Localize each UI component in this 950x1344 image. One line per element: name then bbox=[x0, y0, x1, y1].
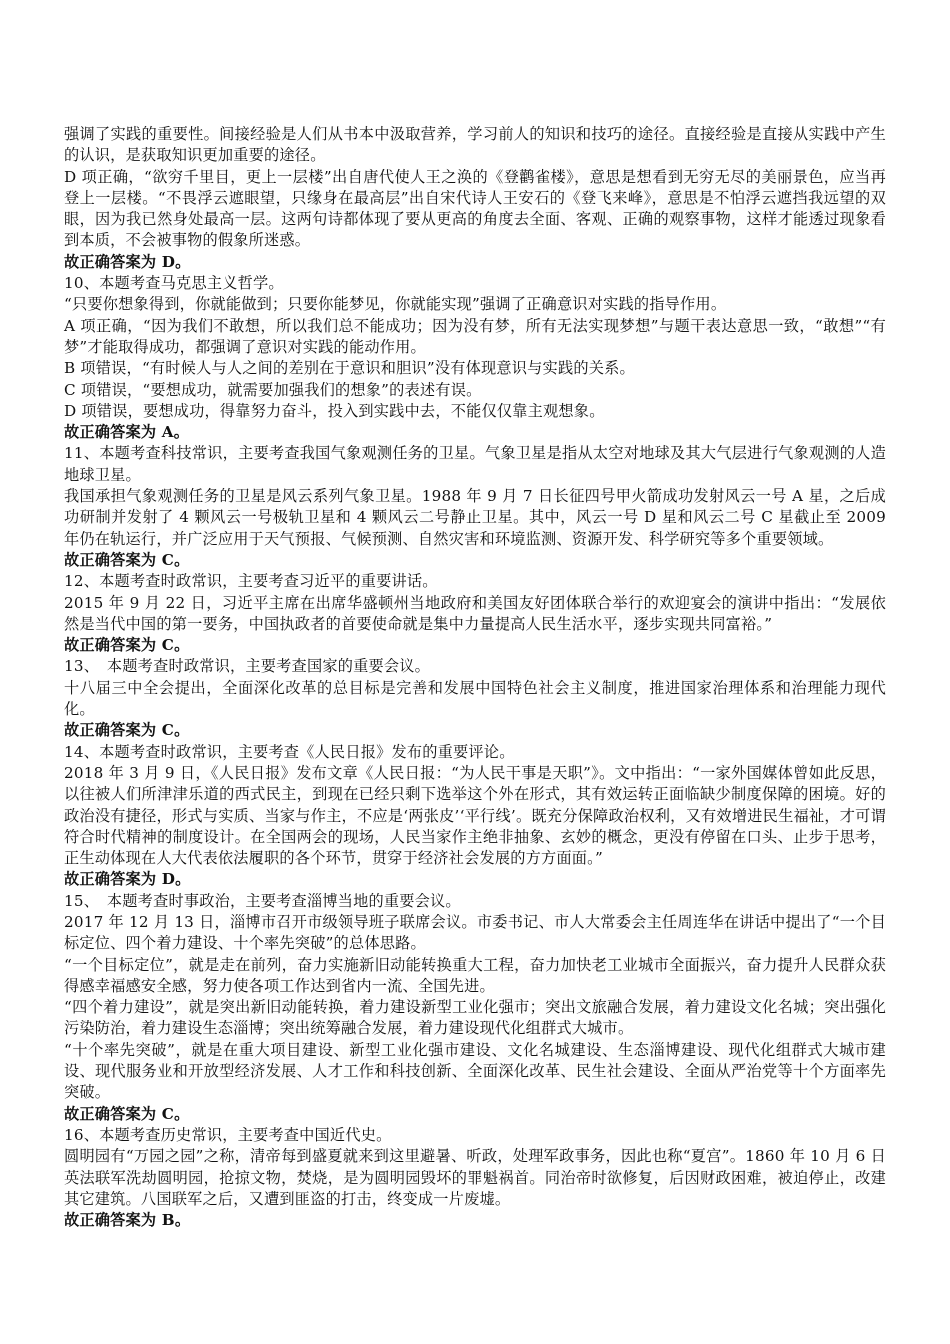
answer-line: 故正确答案为 C。 bbox=[64, 550, 190, 569]
question-title: 13、 本题考查时政常识，主要考查国家的重要会议。 bbox=[64, 657, 431, 676]
paragraph: 我国承担气象观测任务的卫星是风云系列气象卫星。1988 年 9 月 7 日长征四号甲火箭成功发射风云一号 A 星，之后成功研制并发射了 4 颗风云一号极轨卫星和 4 颗风云二号静止卫星。其中，风云一号 D 星和风云二号 C 星截止至 2009 年仍在轨运行，并广泛应用于天气预报、气候预测、自然灾害和环境监测、资源开发、科学研究等多个重要领域。 bbox=[64, 487, 886, 548]
answer-line: 故正确答案为 D。 bbox=[64, 252, 191, 271]
paragraph: 2017 年 12 月 13 日，淄博市召开市级领导班子联席会议。市委书记、市人大常委会主任周连华在讲话中提出了“一个目标定位、四个着力建设、十个率先突破”的总体思路。 bbox=[64, 912, 886, 953]
document-page bbox=[64, 124, 886, 1231]
question-title: 15、 本题考查时事政治，主要考查淄博当地的重要会议。 bbox=[64, 891, 461, 910]
answer-line: 故正确答案为 B。 bbox=[64, 1211, 191, 1230]
paragraph: “十个率先突破”，就是在重大项目建设、新型工业化强市建设、文化名城建设、生态淄博建设、现代化组群式大城市建设、现代服务业和开放型经济发展、人才工作和科技创新、全面深化改革、民生社会建设、全面从严治党等十个方面率先突破。 bbox=[64, 1040, 886, 1102]
answer-line: 故正确答案为 C。 bbox=[64, 1104, 190, 1123]
paragraph: “一个目标定位”，就是走在前列，奋力实施新旧动能转换重大工程，奋力加快老工业城市全面振兴，奋力提升人民群众获得感幸福感安全感，努力使各项工作达到省内一流、全国先进。 bbox=[64, 955, 886, 995]
paragraph: 十八届三中全会提出，全面深化改革的总目标是完善和发展中国特色社会主义制度，推进国家治理体系和治理能力现代化。 bbox=[64, 678, 886, 719]
paragraph: D 项正确，“欲穷千里目，更上一层楼”出自唐代使人王之涣的《登鹳雀楼》，意思是想看到无穷无尽的美丽景色，应当再登上一层楼。“不畏浮云遮眼望，只缘身在最高层”出自宋代诗人王安石的《登飞来峰》，意思是不怕浮云遮挡我远望的双眼，因为我已然身处最高一层。这两句诗都体现了要从更高的角度去全面、客观、正确的观察事物，这样才能透过现象看到本质，不会被事物的假象所迷惑。 bbox=[64, 167, 886, 250]
answer-line: 故正确答案为 D。 bbox=[64, 870, 191, 889]
question-title: 16、本题考查历史常识，主要考查中国近代史。 bbox=[64, 1125, 392, 1144]
paragraph: A 项正确，“因为我们不敢想，所以我们总不能成功；因为没有梦，所有无法实现梦想”与题干表达意思一致，“敢想”“有梦”才能取得成功，都强调了意识对实践的能动作用。 bbox=[64, 316, 886, 356]
answer-line: 故正确答案为 C。 bbox=[64, 636, 190, 655]
question-title: 10、本题考查马克思主义哲学。 bbox=[64, 274, 284, 293]
answer-line: 故正确答案为 A。 bbox=[64, 423, 190, 442]
paragraph: 2015 年 9 月 22 日，习近平主席在出席华盛顿州当地政府和美国友好团体联合举行的欢迎宴会的演讲中指出：“发展依然是当代中国的第一要务，中国执政者的首要使命就是集中力量提高人民生活水平，逐步实现共同富裕。” bbox=[64, 593, 886, 633]
paragraph: 强调了实践的重要性。间接经验是人们从书本中汲取营养，学习前人的知识和技巧的途径。直接经验是直接从实践中产生的认识，是获取知识更加重要的途径。 bbox=[64, 125, 886, 165]
question-title: 11、本题考查科技常识，主要考查我国气象观测任务的卫星。气象卫星是指从太空对地球及其大气层进行气象观测的人造地球卫星。 bbox=[64, 444, 886, 484]
paragraph: “只要你想象得到，你就能做到；只要你能梦见，你就能实现”强调了正确意识对实践的指导作用。 bbox=[64, 295, 727, 314]
paragraph: 圆明园有“万园之园”之称，清帝每到盛夏就来到这里避暑、听政，处理军政事务，因此也称“夏宫”。1860 年 10 月 6 日英法联军洗劫圆明园，抢掠文物，焚烧，是为圆明园毁坏的罪魁祸首。同治帝时欲修复，后因财政困难，被迫停止，改建其它建筑。八国联军之后，又遭到匪盗的打击，终变成一片废墟。 bbox=[64, 1147, 886, 1208]
paragraph: C 项错误，“要想成功，就需要加强我们的想象”的表述有误。 bbox=[64, 380, 482, 399]
paragraph: “四个着力建设”，就是突出新旧动能转换，着力建设新型工业化强市；突出文旅融合发展，着力建设文化名城；突出强化污染防治，着力建设生态淄博；突出统筹融合发展，着力建设现代化组群式大城市。 bbox=[64, 998, 886, 1038]
answer-line: 故正确答案为 C。 bbox=[64, 721, 190, 740]
paragraph: 2018 年 3 月 9 日，《人民日报》发布文章《人民日报：“为人民干事是天职”》。文中指出：“一家外国媒体曾如此反思，以往被人们所津津乐道的西式民主，到现在已经只剩下选举这个外在形式，其有效运转正面临缺少制度保障的困境。好的政治没有捷径，形式与实质、当家与作主，不应是‘两张皮’‘平行线’。既充分保障政治权利，又有效增进民生福祉，才可谓符合时代精神的制度设计。在全国两会的现场，人民当家作主绝非抽象、玄妙的概念，更没有停留在口头、止步于思考，正生动体现在人大代表依法履职的各个环节，贯穿于经济社会发展的方方面面。” bbox=[64, 763, 886, 868]
paragraph: B 项错误，“有时候人与人之间的差别在于意识和胆识”没有体现意识与实践的关系。 bbox=[64, 359, 635, 378]
question-title: 14、本题考查时政常识，主要考查《人民日报》发布的重要评论。 bbox=[64, 742, 515, 761]
question-title: 12、本题考查时政常识，主要考查习近平的重要讲话。 bbox=[64, 572, 438, 591]
paragraph: D 项错误，要想成功，得靠努力奋斗，投入到实践中去，不能仅仅靠主观想象。 bbox=[64, 401, 605, 420]
